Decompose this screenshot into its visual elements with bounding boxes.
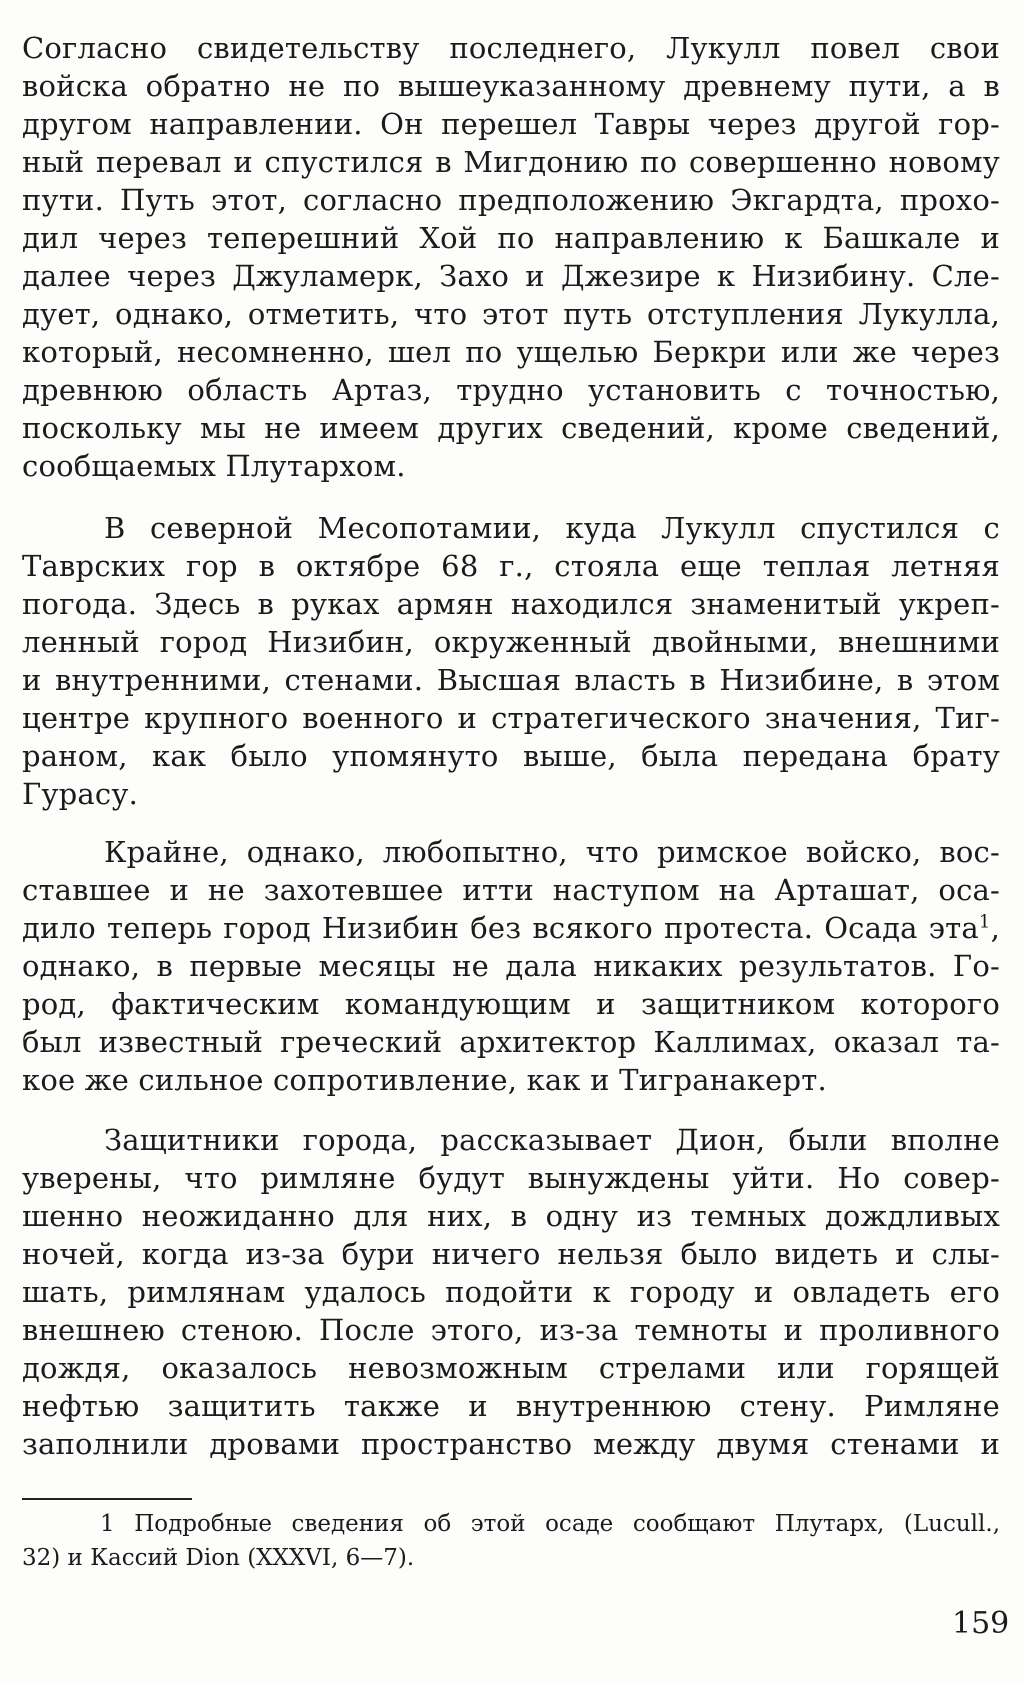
- text-line: был известный греческий архитектор Каллимах, оказал та-: [22, 1025, 1000, 1059]
- text-line: ный перевал и спустился в Мигдонию по совершенно новому: [22, 145, 1000, 179]
- text-line: дует, однако, отметить, что этот путь отступления Лукулла,: [22, 297, 1000, 331]
- text-line: внешнею стеною. После этого, из-за темноты и проливного: [22, 1313, 1000, 1347]
- footnote-divider: [22, 1498, 192, 1500]
- text-line: пути. Путь этот, согласно предположению Экгардта, прохо-: [22, 183, 1000, 217]
- text-line: однако, в первые месяцы не дала никаких результатов. Го-: [22, 949, 1000, 983]
- text-line: сообщаемых Плутархом.: [22, 449, 406, 483]
- text-line: Гурасу.: [22, 777, 139, 811]
- footnote-reference[interactable]: 1: [978, 911, 991, 933]
- text-line: раном, как было упомянуто выше, была передана брату: [22, 739, 1000, 773]
- text-fragment: дило теперь город Низибин без всякого протеста. Осада эта: [22, 911, 979, 945]
- text-line: погода. Здесь в руках армян находился знаменитый укреп-: [22, 587, 1000, 621]
- text-line: ставшее и не захотевшее итти наступом на Арташат, оса-: [22, 873, 1000, 907]
- text-line: и внутренними, стенами. Высшая власть в Низибине, в этом: [22, 663, 1000, 697]
- text-fragment: ,: [990, 911, 1000, 945]
- text-line: кое же сильное сопротивление, как и Тигранакерт.: [22, 1063, 827, 1097]
- text-line: шенно неожиданно для них, в одну из темных дождливых: [22, 1199, 1000, 1233]
- footnote-text: Подробные сведения об этой осаде сообщают Плутарх, (Lucull.,: [134, 1511, 1001, 1537]
- text-line: Согласно свидетельству последнего, Лукулл повел свои: [22, 31, 1000, 65]
- text-line: поскольку мы не имеем других сведений, кроме сведений,: [22, 411, 1000, 445]
- text-line: далее через Джуламерк, Захо и Джезире к Низибину. Сле-: [22, 259, 1000, 293]
- text-line: другом направлении. Он перешел Тавры через другой гор-: [22, 107, 1000, 141]
- footnote-marker: 1: [100, 1511, 115, 1537]
- text-line: ночей, когда из-за бури ничего нельзя было видеть и слы-: [22, 1237, 1000, 1271]
- page-number: 159: [952, 1606, 1010, 1641]
- text-line: центре крупного военного и стратегического значения, Тиг-: [22, 701, 1000, 735]
- text-line: В северной Месопотамии, куда Лукулл спустился с: [104, 511, 1000, 545]
- text-line: Защитники города, рассказывает Дион, были вполне: [104, 1123, 1000, 1157]
- text-line: дождя, оказалось невозможным стрелами или горящей: [22, 1351, 1000, 1385]
- footnote-line: [100, 1508, 1000, 1540]
- text-line: ленный город Низибин, окруженный двойными, внешними: [22, 625, 1000, 659]
- text-line: шать, римлянам удалось подойти к городу и овладеть его: [22, 1275, 1000, 1309]
- footnote-line: 32) и Кассий Dion (XXXVI, 6—7).: [22, 1545, 415, 1571]
- text-line: древнюю область Артаз, трудно установить с точностью,: [22, 373, 1000, 407]
- text-line: войска обратно не по вышеуказанному древнему пути, а в: [22, 69, 1000, 103]
- text-line: род, фактическим командующим и защитником которого: [22, 987, 1000, 1021]
- text-line: нефтью защитить также и внутреннюю стену. Римляне: [22, 1389, 1000, 1423]
- text-line: дил через теперешний Хой по направлению к Башкале и: [22, 221, 1000, 255]
- text-line: Крайне, однако, любопытно, что римское войско, вос-: [104, 835, 1000, 869]
- text-line: заполнили дровами пространство между двумя стенами и: [22, 1427, 1000, 1461]
- text-line: уверены, что римляне будут вынуждены уйти. Но совер-: [22, 1161, 1000, 1195]
- text-line: который, несомненно, шел по ущелью Беркри или же через: [22, 335, 1000, 369]
- text-line-with-footnote: [22, 908, 1000, 948]
- text-line: Таврских гор в октябре 68 г., стояла еще теплая летняя: [22, 549, 1000, 583]
